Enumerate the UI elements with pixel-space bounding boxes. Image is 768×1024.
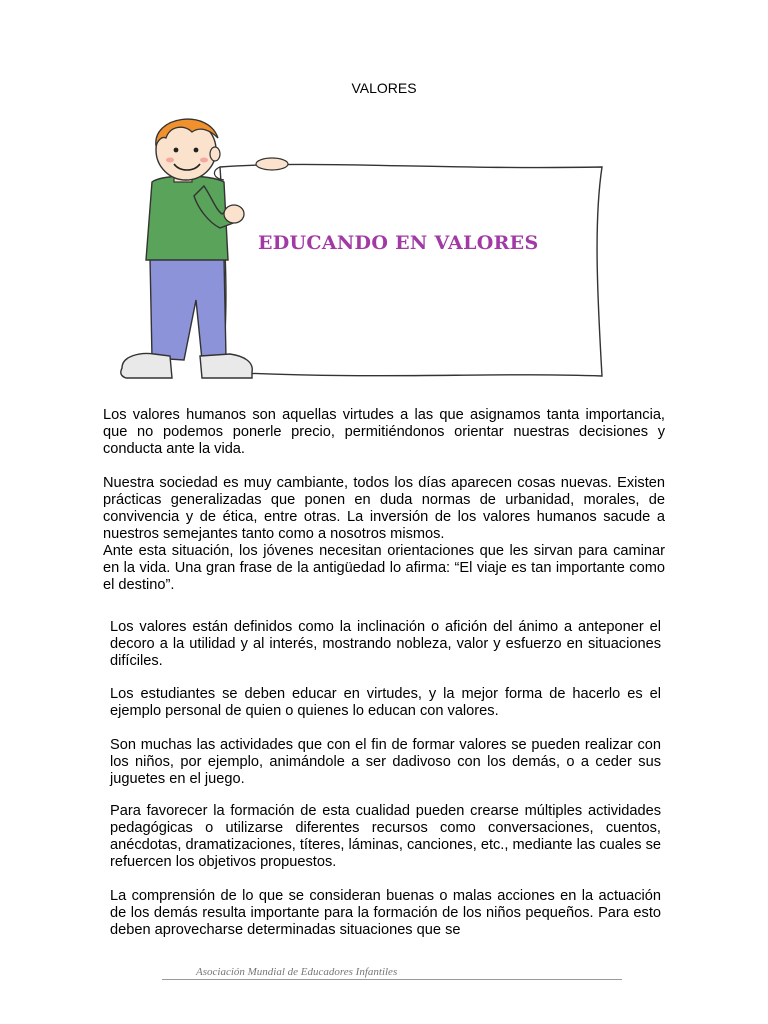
paragraph-5: Los estudiantes se deben educar en virtudes, y la mejor forma de hacerlo es el ejemplo personal de quien o quienes lo educan con valores. [110, 686, 661, 719]
boy-holding-banner-illustration [112, 110, 612, 390]
paragraph-4: Los valores están definidos como la inclinación o afición del ánimo a anteponer el decoro a la utilidad y al interés, mostrando nobleza, valor y esfuerzo en situaciones difíciles. [110, 619, 661, 669]
page-footer [162, 966, 622, 980]
footer-text: Asociación Mundial de Educadores Infantiles [196, 966, 398, 978]
banner-title: EDUCANDO EN VALORES [258, 232, 539, 254]
paragraph-7: Para favorecer la formación de esta cualidad pueden crearse múltiples actividades pedagógicas o utilizarse diferentes recursos como conversaciones, cuentos, anécdotas, dramatizaciones, títeres, láminas, canciones, etc., mediante las cuales se refuercen los objetivos propuestos. [110, 803, 661, 870]
paragraph-1: Los valores humanos son aquellas virtudes a las que asignamos tanta importancia, que no podemos ponerle precio, permitiéndonos orientar nuestras decisiones y conducta ante la vida. [103, 407, 665, 457]
boy-shoe-left [121, 354, 172, 378]
page-title: VALORES [351, 80, 417, 96]
paragraph-3: Ante esta situación, los jóvenes necesitan orientaciones que les sirvan para caminar en la vida. Una gran frase de la antigüedad lo afirma: “El viaje es tan importante como el destino”. [103, 543, 665, 593]
boy-hand [224, 205, 244, 223]
paragraph-8: La comprensión de lo que se consideran buenas o malas acciones en la actuación de los demás resulta importante para la formación de los niños pequeños. Para esto deben aprovecharse determinadas situaciones que se [110, 888, 661, 938]
banner [220, 164, 602, 376]
paragraph-2: Nuestra sociedad es muy cambiante, todos los días aparecen cosas nuevas. Existen prácticas generalizadas que ponen en duda normas de urbanidad, morales, de convivencia y de ética, entre otras. La inversión de los valores humanos sacude a nuestros semejantes tanto como a nosotros mismos. [103, 475, 665, 542]
boy-shoe-right [200, 354, 252, 378]
boy-pants [150, 258, 226, 360]
paragraph-6: Son muchas las actividades que con el fin de formar valores se pueden realizar con los niños, por ejemplo, animándole a ser dadivoso con los demás, o a ceder sus juguetes en el juego. [110, 737, 661, 787]
